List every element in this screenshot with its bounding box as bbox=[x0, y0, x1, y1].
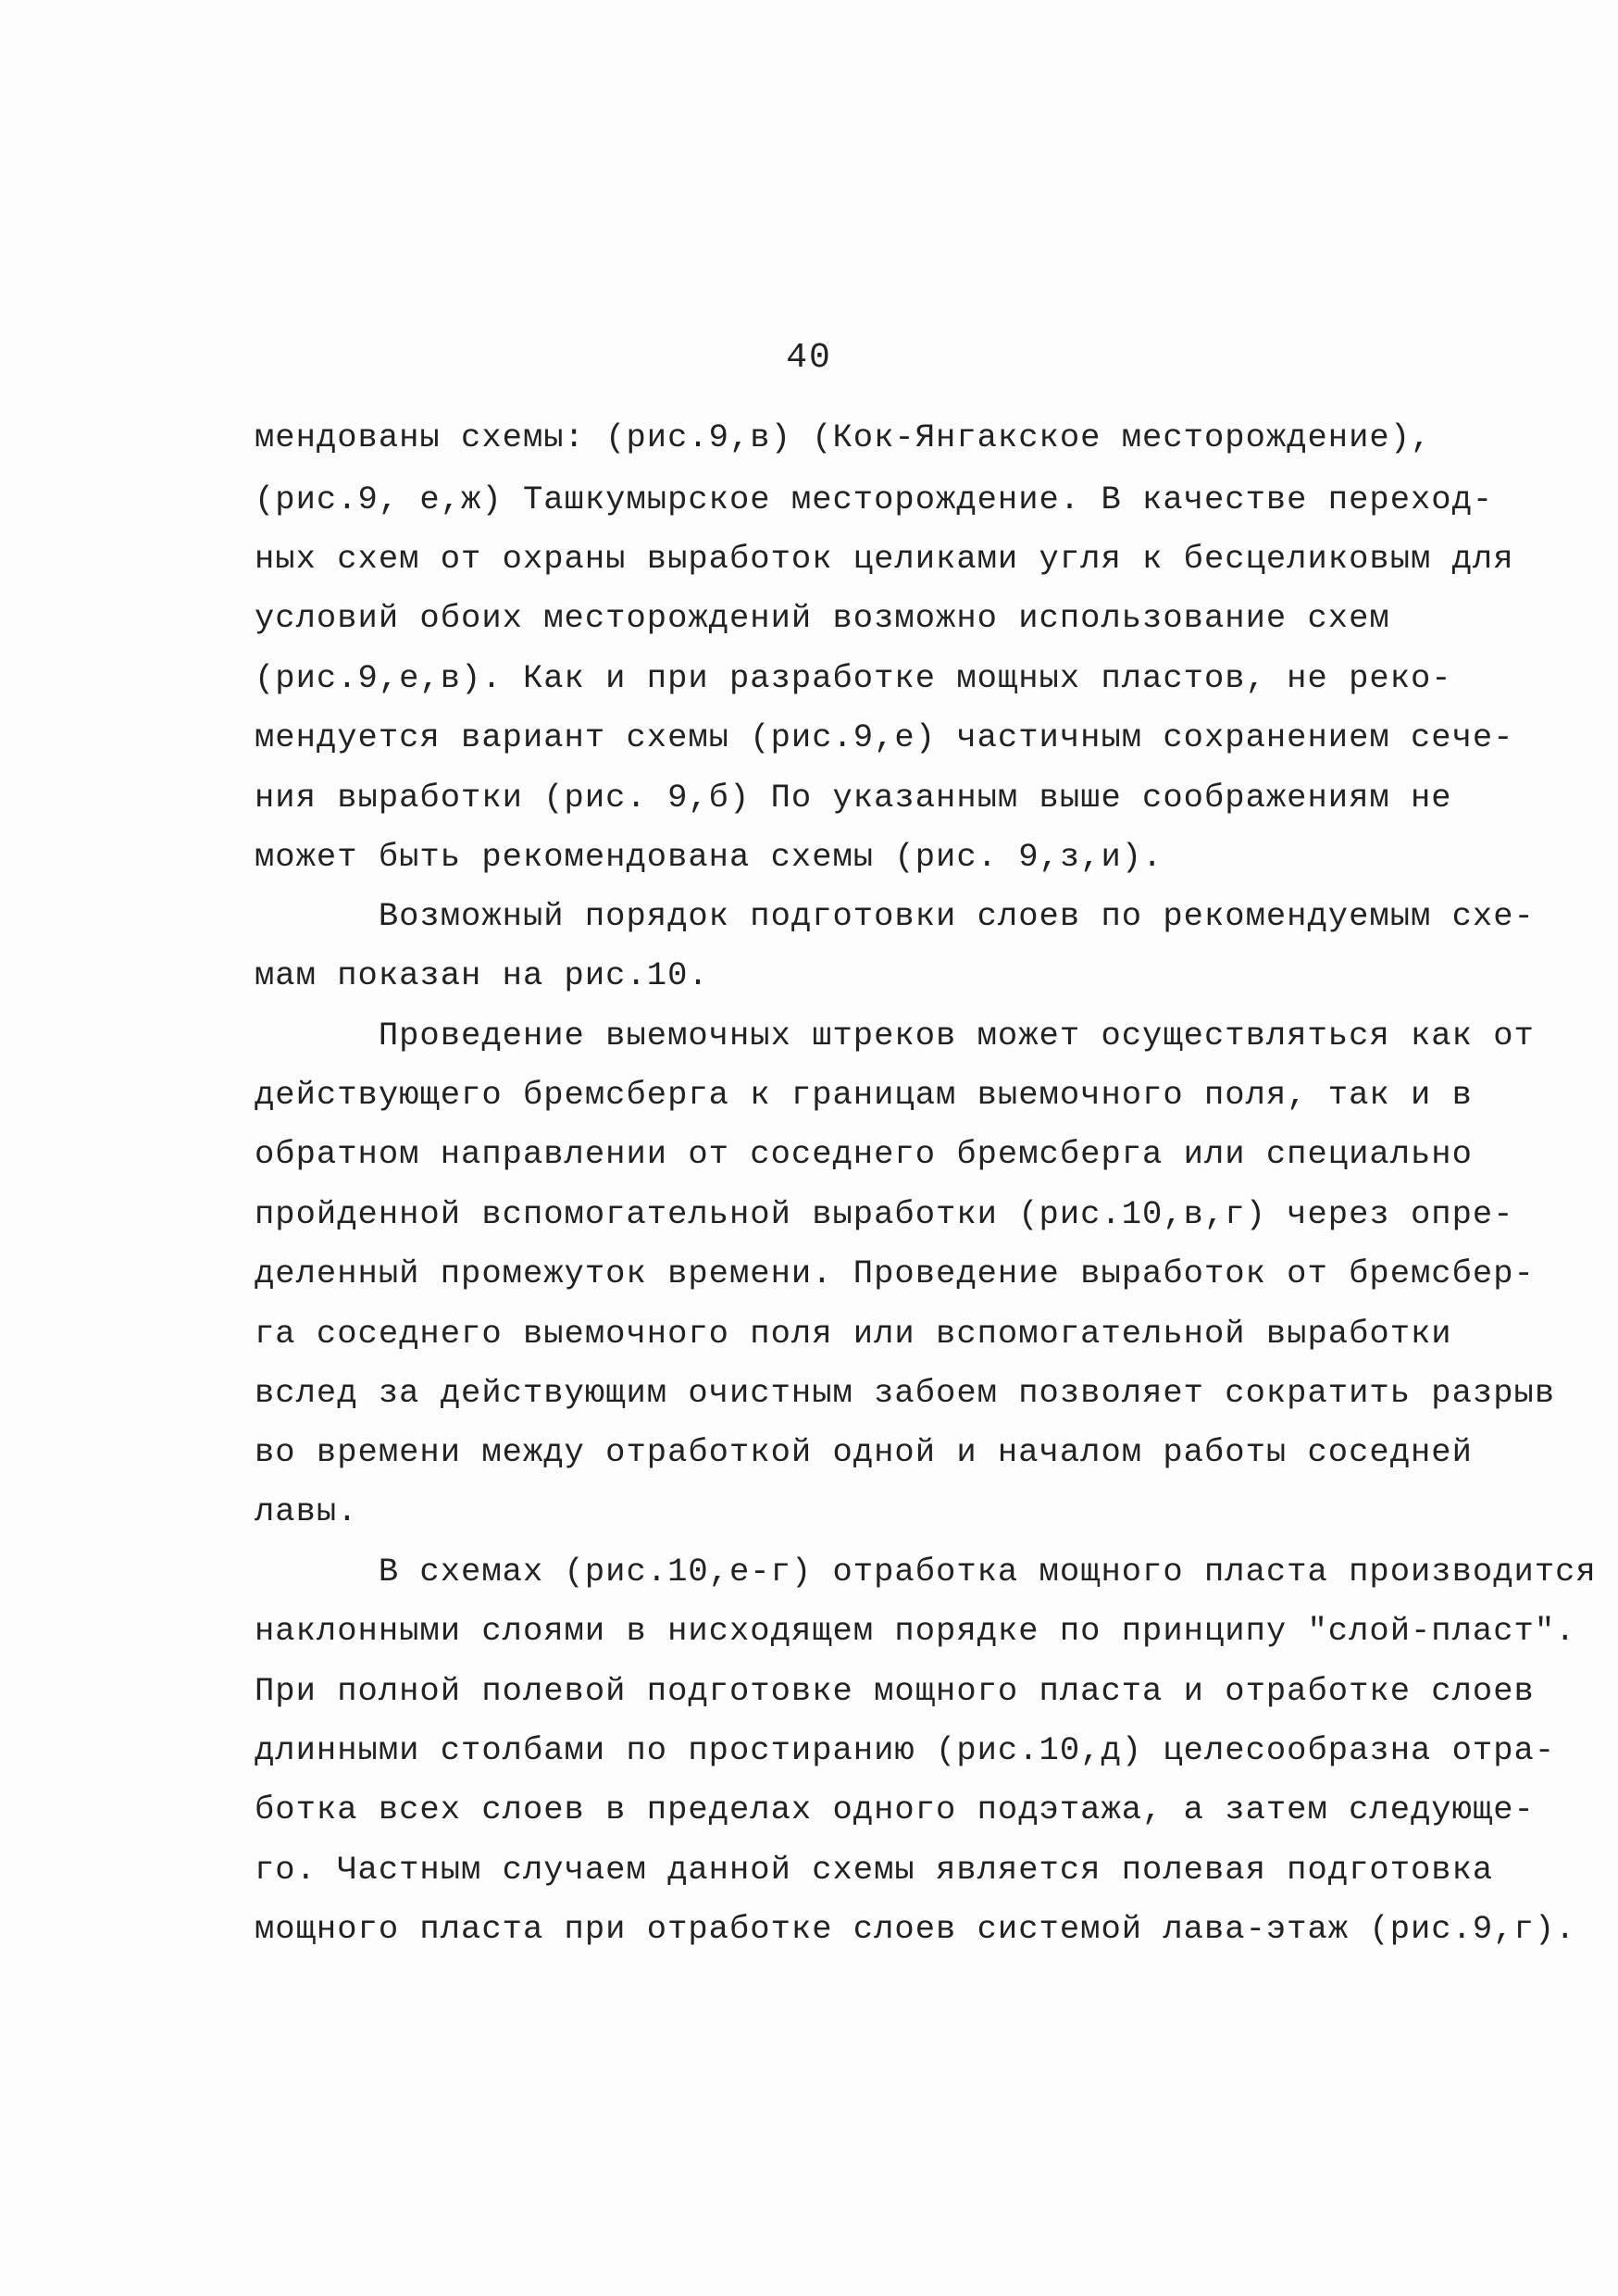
text-line: (рис.9,е,в). Как и при разработке мощных пластов, не реко- bbox=[255, 659, 1452, 697]
text-line: ния выработки (рис. 9,б) По указанным выше соображениям не bbox=[255, 779, 1452, 817]
text-line: мендуется вариант схемы (рис.9,е) частичным сохранением сече- bbox=[255, 718, 1514, 756]
text-line: мощного пласта при отработке слоев системой лава-этаж (рис.9,г). bbox=[255, 1910, 1576, 1948]
text-line: При полной полевой подготовке мощного пласта и отработке слоев bbox=[255, 1672, 1535, 1710]
text-line: В схемах (рис.10,е-г) отработка мощного пласта производится bbox=[255, 1553, 1597, 1591]
text-line: мам показан на рис.10. bbox=[255, 956, 709, 994]
text-line: обратном направлении от соседнего бремсберга или специально bbox=[255, 1135, 1473, 1173]
text-line: деленный промежуток времени. Проведение выработок от бремсбер- bbox=[255, 1254, 1535, 1292]
text-line: Проведение выемочных штреков может осуществляться как от bbox=[255, 1017, 1535, 1054]
text-line: пройденной вспомогательной выработки (рис.10,в,г) через опре- bbox=[255, 1195, 1514, 1233]
text-line: длинными столбами по простиранию (рис.10,д) целесообразна отра- bbox=[255, 1731, 1556, 1769]
text-line: ных схем от охраны выработок целиками угля к бесцеликовым для bbox=[255, 540, 1514, 578]
text-line: наклонными слоями в нисходящем порядке по принципу "слой-пласт". bbox=[255, 1612, 1576, 1650]
text-line: может быть рекомендована схемы (рис. 9,з,и). bbox=[255, 838, 1164, 876]
text-line: действующего бремсберга к границам выемочного поля, так и в bbox=[255, 1076, 1473, 1114]
page-number: 40 bbox=[786, 338, 832, 378]
text-line: вслед за действующим очистным забоем позволяет сократить разрыв bbox=[255, 1374, 1556, 1412]
text-line: га соседнего выемочного поля или вспомогательной выработки bbox=[255, 1315, 1452, 1353]
text-line: ботка всех слоев в пределах одного подэтажа, а затем следующе- bbox=[255, 1791, 1535, 1828]
text-line: во времени между отработкой одной и началом работы соседней bbox=[255, 1433, 1473, 1471]
text-line: (рис.9, е,ж) Ташкумырское месторождение. В качестве переход- bbox=[255, 480, 1494, 518]
text-line: мендованы схемы: (рис.9,в) (Кок-Янгакское месторождение), bbox=[255, 418, 1432, 456]
text-line: условий обоих месторождений возможно использование схем bbox=[255, 599, 1390, 637]
text-line: лавы. bbox=[255, 1492, 358, 1530]
text-line: го. Частным случаем данной схемы является полевая подготовка bbox=[255, 1851, 1494, 1889]
text-line: Возможный порядок подготовки слоев по рекомендуемым схе- bbox=[255, 897, 1535, 935]
